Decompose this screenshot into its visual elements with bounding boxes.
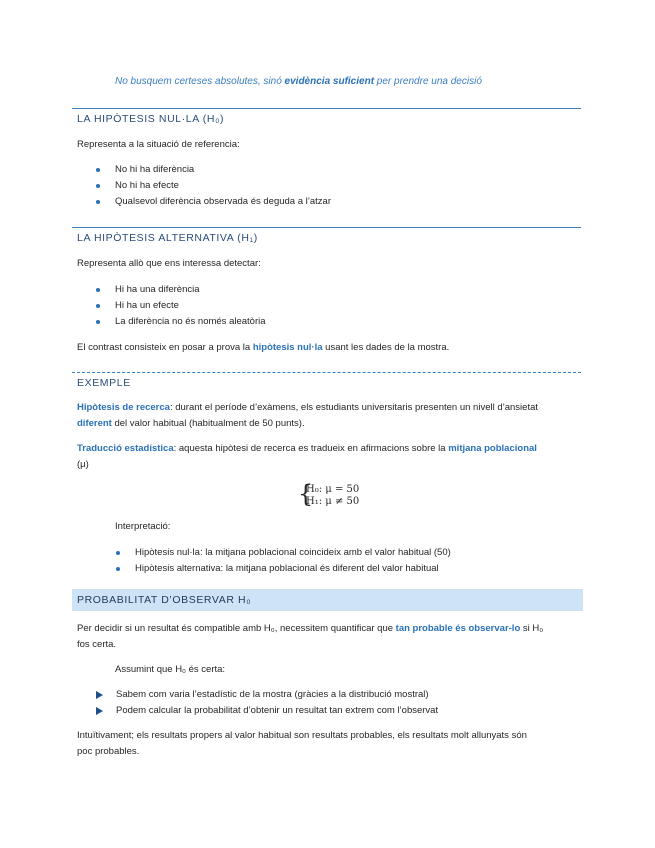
alt-intro: Representa allò que ens interessa detectar: <box>77 258 261 269</box>
quote-text: No busquem certeses absolutes, sinó <box>115 76 285 87</box>
probability-heading: PROBABILITAT D’OBSERVAR H₀ <box>72 589 583 611</box>
brace-symbol: { <box>298 480 314 508</box>
list-item: Hi ha una diferència <box>96 282 266 298</box>
assumption-list <box>97 687 438 719</box>
list-item: La diferència no és només aleatòria <box>96 314 266 330</box>
list-item: No hi ha diferència <box>96 162 331 178</box>
bullet-icon <box>96 304 100 308</box>
bullet-icon <box>96 320 100 324</box>
null-hypothesis-heading: LA HIPÒTESIS NUL·LA (H₀) <box>72 108 581 126</box>
list-item: Podem calcular la probabilitat d’obtenir un resultat tan extrem com l’observat <box>97 703 438 719</box>
equation-h0: H₀: μ = 50 <box>306 484 360 495</box>
quote-highlight: evidència suficient <box>284 76 375 87</box>
arrow-bullet-icon <box>96 691 103 699</box>
list-item: No hi ha efecte <box>96 178 331 194</box>
example-heading: EXEMPLE <box>72 372 581 390</box>
statistical-translation: Traducció estadística: aquesta hipòtesi de recerca es tradueix en afirmacions sobre la mitjana poblacional (μ) <box>77 443 537 470</box>
interpretation-label: Interpretació: <box>115 521 171 532</box>
probability-paragraph: Per decidir si un resultat és compatible amb H₀, necessitem quantificar que tan probable és observar-lo si H₀ fos certa. <box>77 623 544 650</box>
null-list <box>96 162 331 210</box>
conclusion-paragraph: Intuïtivament; els resultats propers al valor habitual son resultats probables, els resultats molt allunyats són poc probables. <box>77 730 527 757</box>
contrast-paragraph: El contrast consisteix en posar a prova la hipòtesis nul·la usant les dades de la mostra. <box>77 342 450 353</box>
bullet-icon <box>96 288 100 292</box>
assumption-label: Assumint que H₀ és certa: <box>115 664 226 675</box>
arrow-bullet-icon <box>96 707 103 715</box>
list-item: Sabem com varia l’estadístic de la mostra (gràcies a la distribució mostral) <box>97 687 438 703</box>
list-item: Hipòtesis nul·la: la mitjana poblacional coincideix amb el valor habitual (50) <box>116 545 451 561</box>
list-item: Qualsevol diferència observada és deguda a l’atzar <box>96 194 331 210</box>
alt-list <box>96 282 266 330</box>
quote-text-end: per prendre una decisió <box>374 76 482 87</box>
research-hypothesis: Hipòtesis de recerca: durant el període d’exàmens, els estudiants universitaris presenten un nivell d’ansietat diferent del valor habitual (habitualment de 50 punts). <box>77 402 539 429</box>
bullet-icon <box>116 551 120 555</box>
bullet-icon <box>96 200 100 204</box>
list-item: Hipòtesis alternativa: la mitjana poblacional és diferent del valor habitual <box>116 561 451 577</box>
list-item: Hi ha un efecte <box>96 298 266 314</box>
null-intro: Representa a la situació de referencia: <box>77 139 240 150</box>
alt-hypothesis-heading: LA HIPÒTESIS ALTERNATIVA (H₁) <box>72 227 581 245</box>
interpretation-list <box>116 545 451 577</box>
equation-h1: H₁: μ ≠ 50 <box>306 496 360 507</box>
bullet-icon <box>96 184 100 188</box>
intro-quote <box>115 76 615 87</box>
bullet-icon <box>116 567 120 571</box>
bullet-icon <box>96 168 100 172</box>
